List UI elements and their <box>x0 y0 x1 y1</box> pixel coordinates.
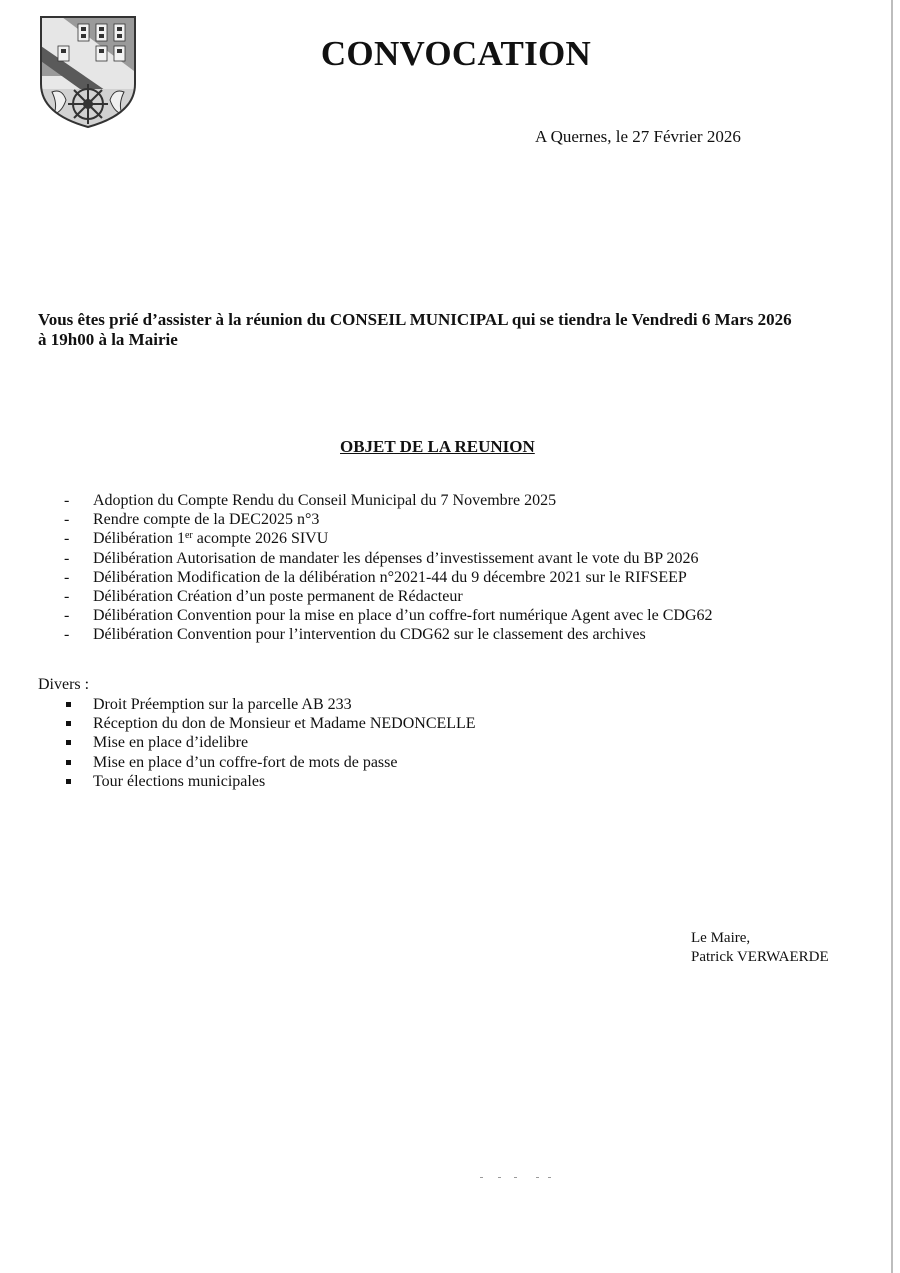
agenda-item: - Délibération Convention pour la mise en place d’un coffre-fort numérique Agent avec le CDG62 <box>64 607 713 625</box>
place-and-date: A Quernes, le 27 Février 2026 <box>535 127 741 146</box>
scan-artifact-dots <box>478 1172 558 1182</box>
square-bullet-icon <box>66 721 71 726</box>
divers-item: Réception du don de Monsieur et Madame NEDONCELLE <box>60 714 476 733</box>
dash-bullet: - <box>64 492 70 509</box>
agenda-list <box>60 491 713 645</box>
square-bullet-icon <box>66 760 71 765</box>
divers-label: Divers : <box>38 676 90 693</box>
agenda-item: - Délibération Création d’un poste permanent de Rédacteur <box>64 588 463 606</box>
page-edge-shadow <box>891 0 893 1273</box>
signature-block <box>691 929 829 967</box>
agenda-item: - Délibération Convention pour l’intervention du CDG62 sur le classement des archives <box>64 626 646 644</box>
document-title: CONVOCATION <box>320 34 592 73</box>
dash-bullet: - <box>64 607 70 625</box>
dash-bullet: - <box>64 530 70 548</box>
dash-bullet: - <box>64 549 70 567</box>
invitation-line-2: à 19h00 à la Mairie <box>38 330 178 349</box>
agenda-item: - Délibération Modification de la délibération n°2021-44 du 9 décembre 2021 sur le RIFSEEP <box>64 568 687 586</box>
dash-bullet: - <box>64 568 70 586</box>
signatory-role: Le Maire, <box>691 930 751 946</box>
square-bullet-icon <box>66 740 71 745</box>
agenda-item: - Délibération 1er acompte 2026 SIVU <box>64 530 329 548</box>
square-bullet-icon <box>66 702 71 707</box>
agenda-item: - Délibération Autorisation de mandater les dépenses d’investissement avant le vote du BP 2026 <box>64 549 699 567</box>
dash-bullet: - <box>64 511 70 529</box>
divers-list <box>60 695 476 791</box>
divers-item: Droit Préemption sur la parcelle AB 233 <box>60 695 476 714</box>
meeting-invitation-text <box>38 310 868 350</box>
divers-item: Tour élections municipales <box>60 772 476 791</box>
divers-item: Mise en place d’un coffre-fort de mots de passe <box>60 753 476 772</box>
agenda-heading: OBJET DE LA REUNION <box>340 437 535 456</box>
signatory-name: Patrick VERWAERDE <box>691 949 829 965</box>
invitation-line-1: Vous êtes prié d’assister à la réunion du CONSEIL MUNICIPAL qui se tiendra le Vendredi 6 Mars 2026 <box>38 310 792 329</box>
dash-bullet: - <box>64 626 70 644</box>
agenda-item: - Adoption du Compte Rendu du Conseil Municipal du 7 Novembre 2025 <box>64 492 557 509</box>
agenda-item: - Rendre compte de la DEC2025 n°3 <box>64 511 320 529</box>
dash-bullet: - <box>64 588 70 606</box>
divers-item: Mise en place d’idelibre <box>60 733 476 752</box>
square-bullet-icon <box>66 779 71 784</box>
